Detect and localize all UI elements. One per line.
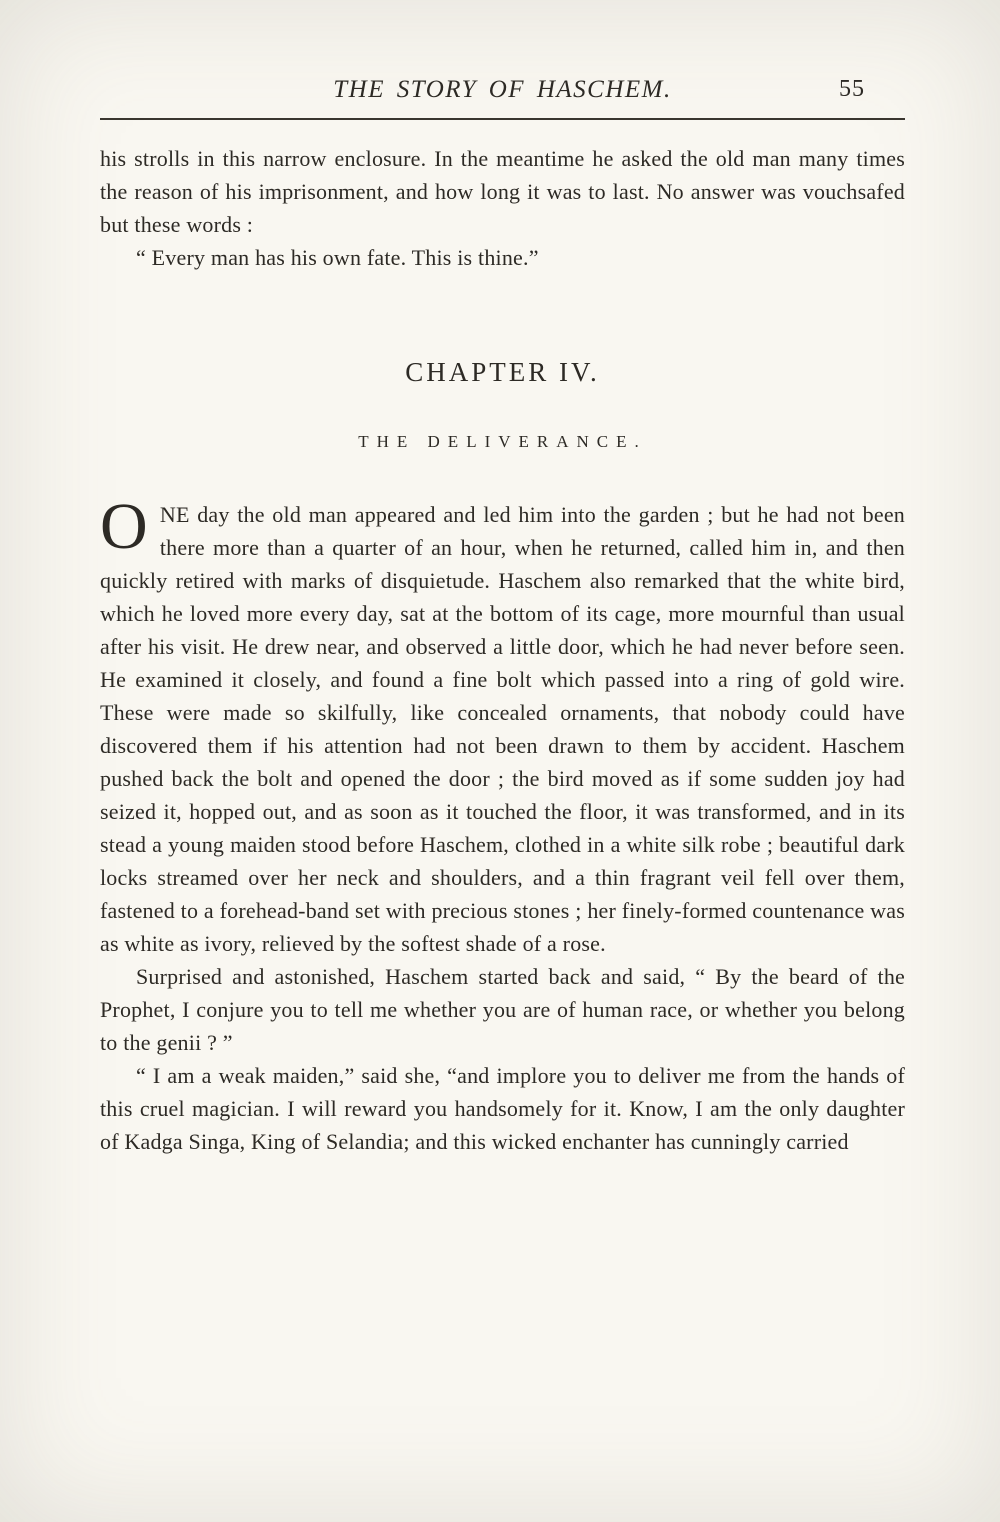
opening-paragraph-text: NE day the old man appeared and led him into the garden ; but he had not been there more than a quarter of an hour, when he returned, called him in, and then quickly retired with marks of disquietude. Haschem also remarked that the white bird, which he loved more every day, sat at the bottom of its cage, more mournful than usual after his visit. He drew near, and observed a little door, which he had never before seen. He examined it closely, and found a fine bolt which passed into a ring of gold wire. These were made so skilfully, like concealed ornaments, that nobody could have discovered them if his attention had not been drawn to them by accident. Haschem pushed back the bolt and opened the door ; the bird moved as if some sudden joy had seized it, hopped out, and as soon as it touched the floor, it was transformed, and in its stead a young maiden stood before Haschem, clothed in a white silk robe ; beautiful dark locks streamed over her neck and shoulders, and a thin fragrant veil fell over them, fastened to a forehead-band set with precious stones ; her finely-formed countenance was as white as ivory, relieved by the softest shade of a rose. <box>100 502 905 956</box>
paragraph-continuation: his strolls in this narrow enclosure. In the meantime he asked the old man many times the reason of his imprisonment, and how long it was to last. No answer was vouchsafed but these words : <box>100 146 905 237</box>
quote-paragraph: “ Every man has his own fate. This is thine.” <box>136 245 539 270</box>
dropcap-letter: O <box>100 490 148 563</box>
header-rule <box>100 118 905 120</box>
paragraph-surprised: Surprised and astonished, Haschem started back and said, “ By the beard of the Prophet, I conjure you to tell me whether you are of human race, or whether you belong to the genii ? ” <box>100 964 905 1055</box>
running-title: THE STORY OF HASCHEM. <box>333 76 672 103</box>
chapter-heading: CHAPTER IV. <box>405 357 600 387</box>
opening-paragraph <box>100 490 905 960</box>
paragraph-maiden: “ I am a weak maiden,” said she, “and implore you to deliver me from the hands of this cruel magician. I will reward you handsomely for it. Know, I am the only daughter of Kadga Singa, King of Selandia; and this wicked enchanter has cunningly carried <box>100 1063 905 1154</box>
page-body <box>100 142 905 1158</box>
page-number: 55 <box>839 76 865 102</box>
chapter-subheading: THE DELIVERANCE. <box>358 432 647 451</box>
page-header <box>100 76 905 104</box>
